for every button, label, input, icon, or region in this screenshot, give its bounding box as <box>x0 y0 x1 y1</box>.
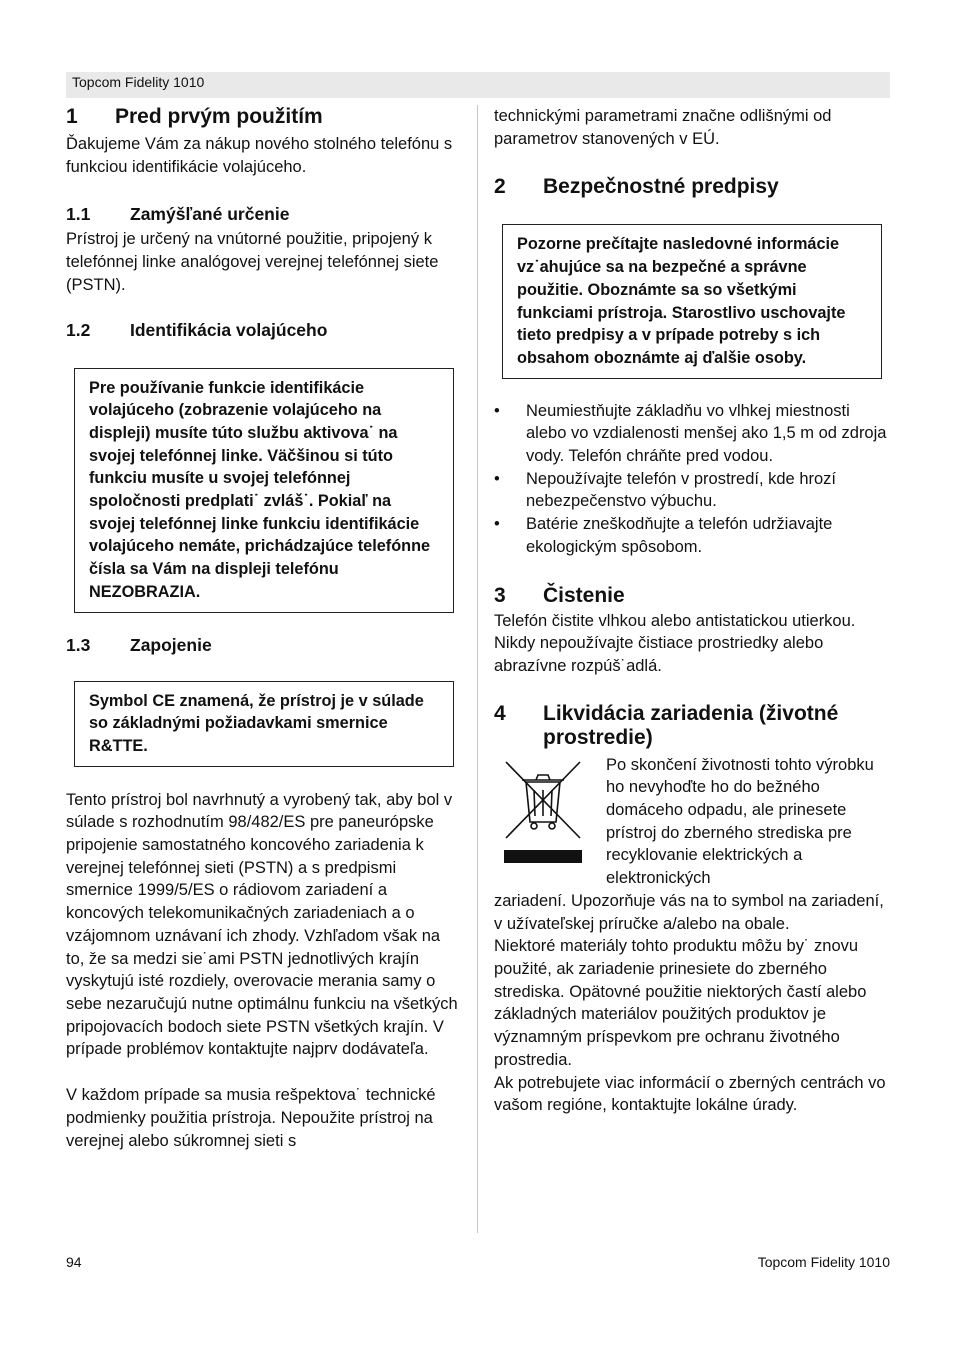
section-4-text-3: Ak potrebujete viac informácií o zberných centrách vo vašom regióne, kontaktujte lokálne úrady. <box>494 1073 886 1115</box>
section-1-2-heading <box>66 319 462 341</box>
section-3-text: Telefón čistite vlhkou alebo antistatickou utierkou. Nikdy nepoužívajte čistiace prostriedky alebo abrazívne rozpúš˙adlá. <box>494 611 856 675</box>
safety-bullet-list <box>494 400 890 559</box>
subsection-number: 1.3 <box>66 634 91 655</box>
subsection-number: 1.1 <box>66 204 91 225</box>
section-1-heading <box>66 105 462 129</box>
section-number: 2 <box>494 175 506 199</box>
bullet: • <box>494 401 500 420</box>
list-item: • Neumiestňujte základňu vo vlhkej miestnosti alebo vo vzdialenosti menšej ako 1,5 m od zdroja vody. Telefón chráňte pred vodou. <box>494 401 887 466</box>
continued-text: technickými parametrami značne odlišnými od parametrov stanovených v EÚ. <box>494 107 832 148</box>
header-title: Topcom Fidelity 1010 <box>72 74 205 90</box>
list-item: • Batérie zneškodňujte a telefón udržiavajte ekologickým spôsobom. <box>494 515 833 556</box>
ce-notice-box: Symbol CE znamená, že prístroj je v súlade so základnými požiadavkami smernice R&TTE. <box>74 681 454 767</box>
section-number: 1 <box>66 105 78 128</box>
section-2-heading <box>494 175 890 199</box>
section-number: 3 <box>494 583 506 607</box>
bullet: • <box>494 469 500 488</box>
section-1-text: Ďakujeme Vám za nákup nového stolného telefónu s funkciou identifikácie volajúceho. <box>66 135 453 176</box>
section-4-heading <box>494 702 890 750</box>
section-4-text-2: Niektoré materiály tohto produktu môžu by˙ znovu použité, ak zariadenie prinesiete do zberného strediska. Opätovné použitie niektorých častí alebo základných materiálov použitých produktov je významným príspevkom pre ochranu životného prostredia. <box>494 937 867 1069</box>
list-item: • Nepoužívajte telefón v prostredí, kde hrozí nebezpečenstvo výbuchu. <box>494 469 837 511</box>
section-1-3-text-2: V každom prípade sa musia rešpektova˙ technické podmienky použitia prístroja. Nepoužite prístroj na verejnej alebo súkromnej sieti s <box>66 1086 436 1150</box>
page-header <box>66 72 890 98</box>
column-divider <box>477 105 478 1233</box>
section-4-text-cont: zariadení. Upozorňuje vás na to symbol na zariadení, v užívateľskej príručke a/alebo na obale. <box>494 891 884 933</box>
section-title: Bezpečnostné predpisy <box>543 175 779 199</box>
disposal-block <box>494 754 890 890</box>
left-column <box>66 105 462 1152</box>
right-column <box>494 105 890 1117</box>
section-number: 4 <box>494 701 506 725</box>
section-title: Likvidácia zariadenia (životné prostredie) <box>543 701 839 749</box>
subsection-title: Zamýšľané určenie <box>130 204 290 225</box>
section-1-3-heading <box>66 634 462 656</box>
caller-id-notice-box: Pre používanie funkcie identifikácie volajúceho (zobrazenie volajúceho na displeji) musíte túto službu aktivova˙ na svojej telefónnej linke. Väčšinou si túto funkciu musíte u svojej telefónnej spoločnosti predplati˙ zvláš˙. Pokiaľ na svojej telefónnej linke funkciu identifikácie volajúceho nemáte, prichádzajúce telefónne čísla sa Vám na displeji telefónu NEZOBRAZIA. <box>74 368 454 613</box>
subsection-title: Identifikácia volajúceho <box>130 319 328 340</box>
section-4-text-side: Po skončení životnosti tohto výrobku ho nevyhoďte ho do bežného domáceho odpadu, ale prinesete prístroj do zberného strediska pre recyklovanie elektrických a elektronických <box>606 755 874 888</box>
section-title: Čistenie <box>543 583 625 607</box>
safety-notice-box: Pozorne prečítajte nasledovné informácie vz˙ahujúce sa na bezpečné a správne použitie. Oboznámte sa so všetkými funkciami prístroja. Starostlivo uschovajte tieto predpisy a v prípade potreby s ich obsahom oboznámte aj ďalšie osoby. <box>502 224 882 378</box>
section-3-heading <box>494 584 890 608</box>
section-1-3-text: Tento prístroj bol navrhnutý a vyrobený tak, aby bol v súlade s rozhodnutím 98/482/ES pre paneurópske pripojenie samostatného koncového zariadenia k verejnej telefónnej sieti (PSTN) a s predpismi smernice 1999/5/ES o rádiovom zariadení a koncových telekomunikačných zariadeniach a o vzájomnom uznávaní ich zhody. Vzhľadom však na to, že sa medzi sie˙ami PSTN jednotlivých krajín vyskytujú isté rozdiely, overovacie merania samy o sebe nezaručujú nutne optimálnu funkciu na všetkých pripojovacích bodoch siete PSTN všetkých krajín. V prípade problémov kontaktujte najprv dodávateľa. <box>66 790 458 1059</box>
footer-title: Topcom Fidelity 1010 <box>757 1254 890 1270</box>
bullet: • <box>494 515 500 534</box>
section-1-1-heading <box>66 203 462 225</box>
section-title: Pred prvým použitím <box>115 105 323 128</box>
page-number: 94 <box>66 1254 82 1270</box>
crossed-out-wheelie-bin-icon <box>504 760 582 864</box>
subsection-number: 1.2 <box>66 319 91 340</box>
section-1-1-text: Prístroj je určený na vnútorné použitie, pripojený k telefónnej linke analógovej verejnej telefónnej siete (PSTN). <box>66 230 439 294</box>
subsection-title: Zapojenie <box>130 634 212 655</box>
